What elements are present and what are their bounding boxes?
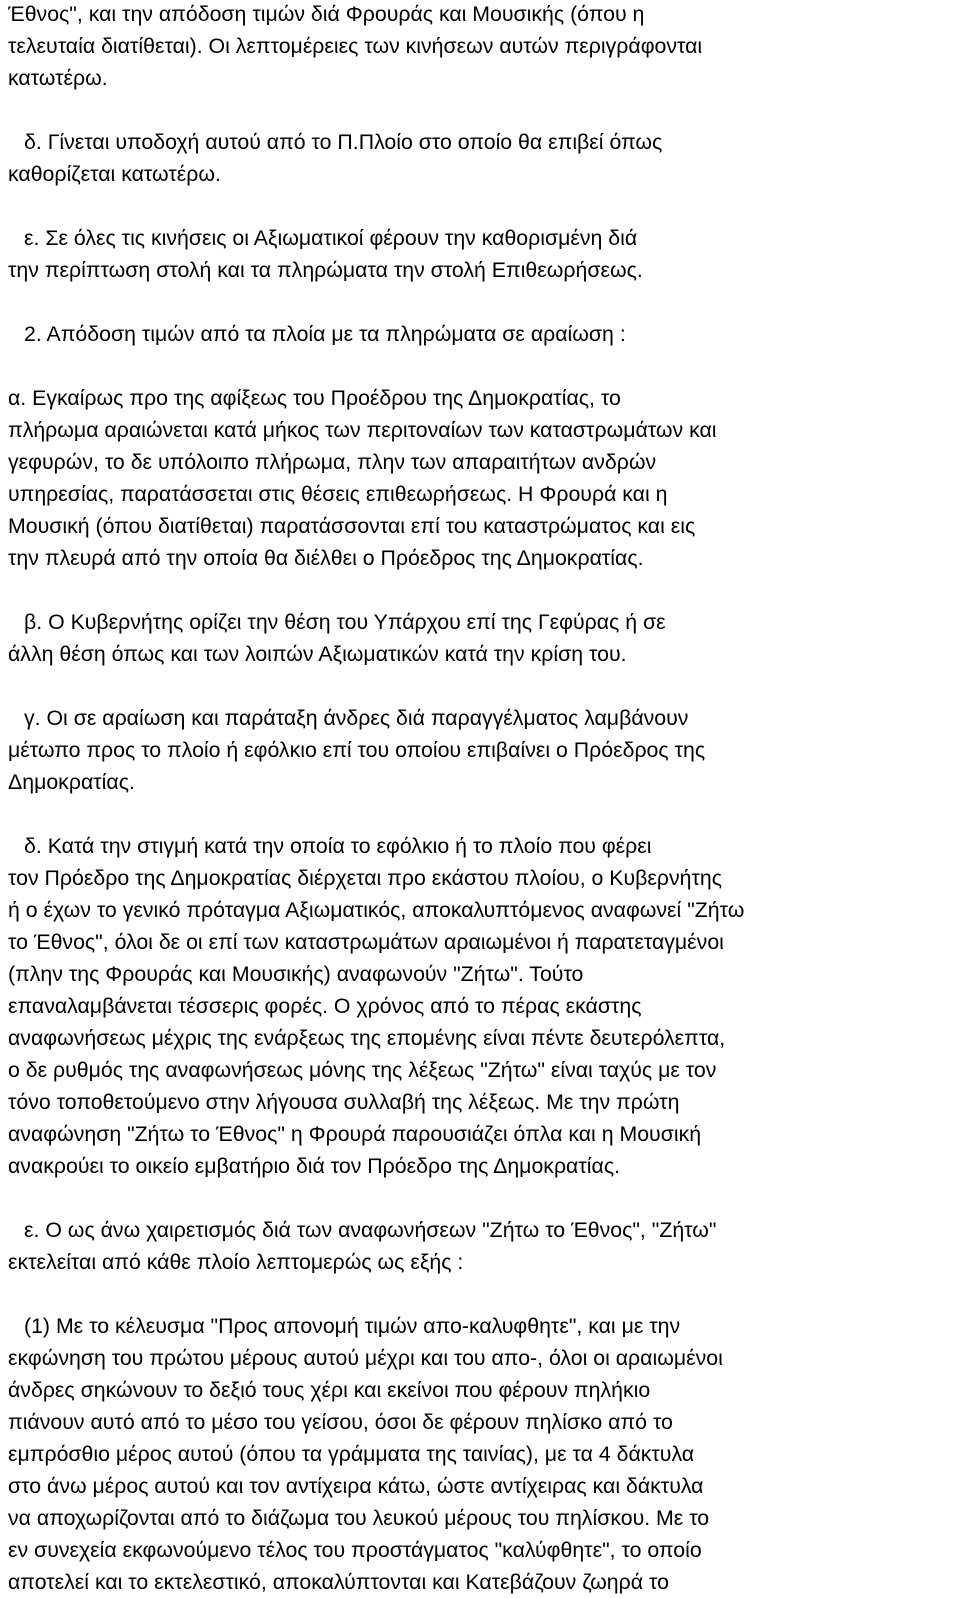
text-line: αναφώνηση "Ζήτω το Έθνος" η Φρουρά παρουσιάζει όπλα και η Μουσική <box>8 1122 702 1146</box>
text-line: δ. Γίνεται υποδοχή αυτού από το Π.Πλοίο στο οποίο θα επιβεί όπως <box>24 130 663 154</box>
paragraph-a-arrival <box>8 382 950 574</box>
text-line: πλήρωμα αραιώνεται κατά μήκος των περιτοναίων των καταστρωμάτων και <box>8 418 717 442</box>
text-line: άνδρες σηκώνουν το δεξιό τους χέρι και εκείνοι που φέρουν πηλήκιο <box>8 1378 651 1402</box>
text-line: επαναλαμβάνεται τέσσερις φορές. Ο χρόνος από το πέρας εκάστης <box>8 994 642 1018</box>
paragraph-b-commander <box>8 606 950 670</box>
text-line: εμπρόσθιο μέρος αυτού (όπου τα γράμματα της ταινίας), με τα 4 δάκτυλα <box>8 1442 695 1466</box>
text-line: εν συνεχεία εκφωνούμενο τέλος του προστάγματος "καλύφθητε", το οποίο <box>8 1538 702 1562</box>
paragraph-gap <box>8 1182 950 1214</box>
text-line: ή ο έχων το γενικό πρόταγμα Αξιωματικός, αποκαλυπτόμενος αναφωνεί "Ζήτω <box>8 898 745 922</box>
text-line: το Έθνος", όλοι δε οι επί των καταστρωμάτων αραιωμένοι ή παρατεταγμένοι <box>8 930 724 954</box>
text-line: εκτελείται από κάθε πλοίο λεπτομερώς ως εξής : <box>8 1250 464 1274</box>
text-line: να αποχωρίζονται από το διάζωμα του λευκού μέρους του πηλίσκου. Με το <box>8 1506 710 1530</box>
text-line: στο άνω μέρος αυτού και τον αντίχειρα κάτω, ώστε αντίχειρας και δάκτυλα <box>8 1474 704 1498</box>
text-line: τελευταία διατίθεται). Οι λεπτομέρειες των κινήσεων αυτών περιγράφονται <box>8 34 703 58</box>
text-line: 2. Απόδοση τιμών από τα πλοία με τα πληρώματα σε αραίωση : <box>24 322 626 346</box>
text-line: γ. Οι σε αραίωση και παράταξη άνδρες διά παραγγέλματος λαμβάνουν <box>24 706 689 730</box>
text-line: Δημοκρατίας. <box>8 770 135 794</box>
text-line: β. Ο Κυβερνήτης ορίζει την θέση του Υπάρχου επί της Γεφύρας ή σε <box>24 610 666 634</box>
text-line: κατωτέρω. <box>8 66 108 90</box>
section-heading-2 <box>8 318 950 350</box>
text-line: άλλη θέση όπως και των λοιπών Αξιωματικών κατά την κρίση του. <box>8 642 627 666</box>
paragraph-e-salute <box>8 1214 950 1278</box>
text-line: τον Πρόεδρο της Δημοκρατίας διέρχεται προ εκάστου πλοίου, ο Κυβερνήτης <box>8 866 723 890</box>
text-line: αποτελεί και το εκτελεστικό, αποκαλύπτονται και Κατεβάζουν ζωηρά το <box>8 1570 669 1594</box>
paragraph-c-front <box>8 702 950 798</box>
paragraph-gap <box>8 1278 950 1310</box>
text-line: καθορίζεται κατωτέρω. <box>8 162 221 186</box>
text-line: αναφωνήσεως μέχρις της ενάρξεως της επομένης είναι πέντε δευτερόλεπτα, <box>8 1026 726 1050</box>
text-line: τόνο τοποθετούμενο στην λήγουσα συλλαβή της λέξεως. Με την πρώτη <box>8 1090 680 1114</box>
text-line: την πλευρά από την οποία θα διέλθει ο Πρόεδρος της Δημοκρατίας. <box>8 546 644 570</box>
text-line: ε. Σε όλες τις κινήσεις οι Αξιωματικοί φέρουν την καθορισμένη διά <box>24 226 638 250</box>
paragraph-intro-continuation <box>8 0 950 94</box>
paragraph-gap <box>8 190 950 222</box>
paragraph-gap <box>8 94 950 126</box>
paragraph-d-cheer <box>8 830 950 1182</box>
text-line: Έθνος", και την απόδοση τιμών διά Φρουράς και Μουσικής (όπου η <box>8 2 645 26</box>
text-line: την περίπτωση στολή και τα πληρώματα την στολή Επιθεωρήσεως. <box>8 258 643 282</box>
paragraph-1-uncover <box>8 1310 950 1598</box>
text-line: πιάνουν αυτό από το μέσο του γείσου, όσοι δε φέρουν πηλίσκο από το <box>8 1410 673 1434</box>
paragraph-gap <box>8 286 950 318</box>
text-line: γεφυρών, το δε υπόλοιπο πλήρωμα, πλην των απαραιτήτων ανδρών <box>8 450 657 474</box>
text-line: εκφώνηση του πρώτου μέρους αυτού μέχρι και του απο-, όλοι οι αραιωμένοι <box>8 1346 723 1370</box>
paragraph-gap <box>8 574 950 606</box>
paragraph-e-uniform <box>8 222 950 286</box>
text-line: ο δε ρυθμός της αναφωνήσεως μόνης της λέξεως "Ζήτω" είναι ταχύς με τον <box>8 1058 717 1082</box>
paragraph-gap <box>8 670 950 702</box>
text-line: Μουσική (όπου διατίθεται) παρατάσσονται επί του καταστρώματος και εις <box>8 514 696 538</box>
text-line: (πλην της Φρουράς και Μουσικής) αναφωνούν "Ζήτω". Τούτο <box>8 962 584 986</box>
text-line: ανακρούει το οικείο εμβατήριο διά τον Πρόεδρο της Δημοκρατίας. <box>8 1154 621 1178</box>
paragraph-d-reception <box>8 126 950 190</box>
text-line: α. Εγκαίρως προ της αφίξεως του Προέδρου της Δημοκρατίας, το <box>8 386 621 410</box>
text-line: δ. Κατά την στιγμή κατά την οποία το εφόλκιο ή το πλοίο που φέρει <box>24 834 652 858</box>
paragraph-gap <box>8 350 950 382</box>
text-line: (1) Με το κέλευσμα "Προς απονομή τιμών απο-καλυφθητε", και με την <box>24 1314 681 1338</box>
paragraph-gap <box>8 798 950 830</box>
text-line: ε. Ο ως άνω χαιρετισμός διά των αναφωνήσεων "Ζήτω το Έθνος", "Ζήτω" <box>24 1218 717 1242</box>
text-line: μέτωπο προς το πλοίο ή εφόλκιο επί του οποίου επιβαίνει ο Πρόεδρος της <box>8 738 706 762</box>
text-line: υπηρεσίας, παρατάσσεται στις θέσεις επιθεωρήσεως. Η Φρουρά και η <box>8 482 668 506</box>
